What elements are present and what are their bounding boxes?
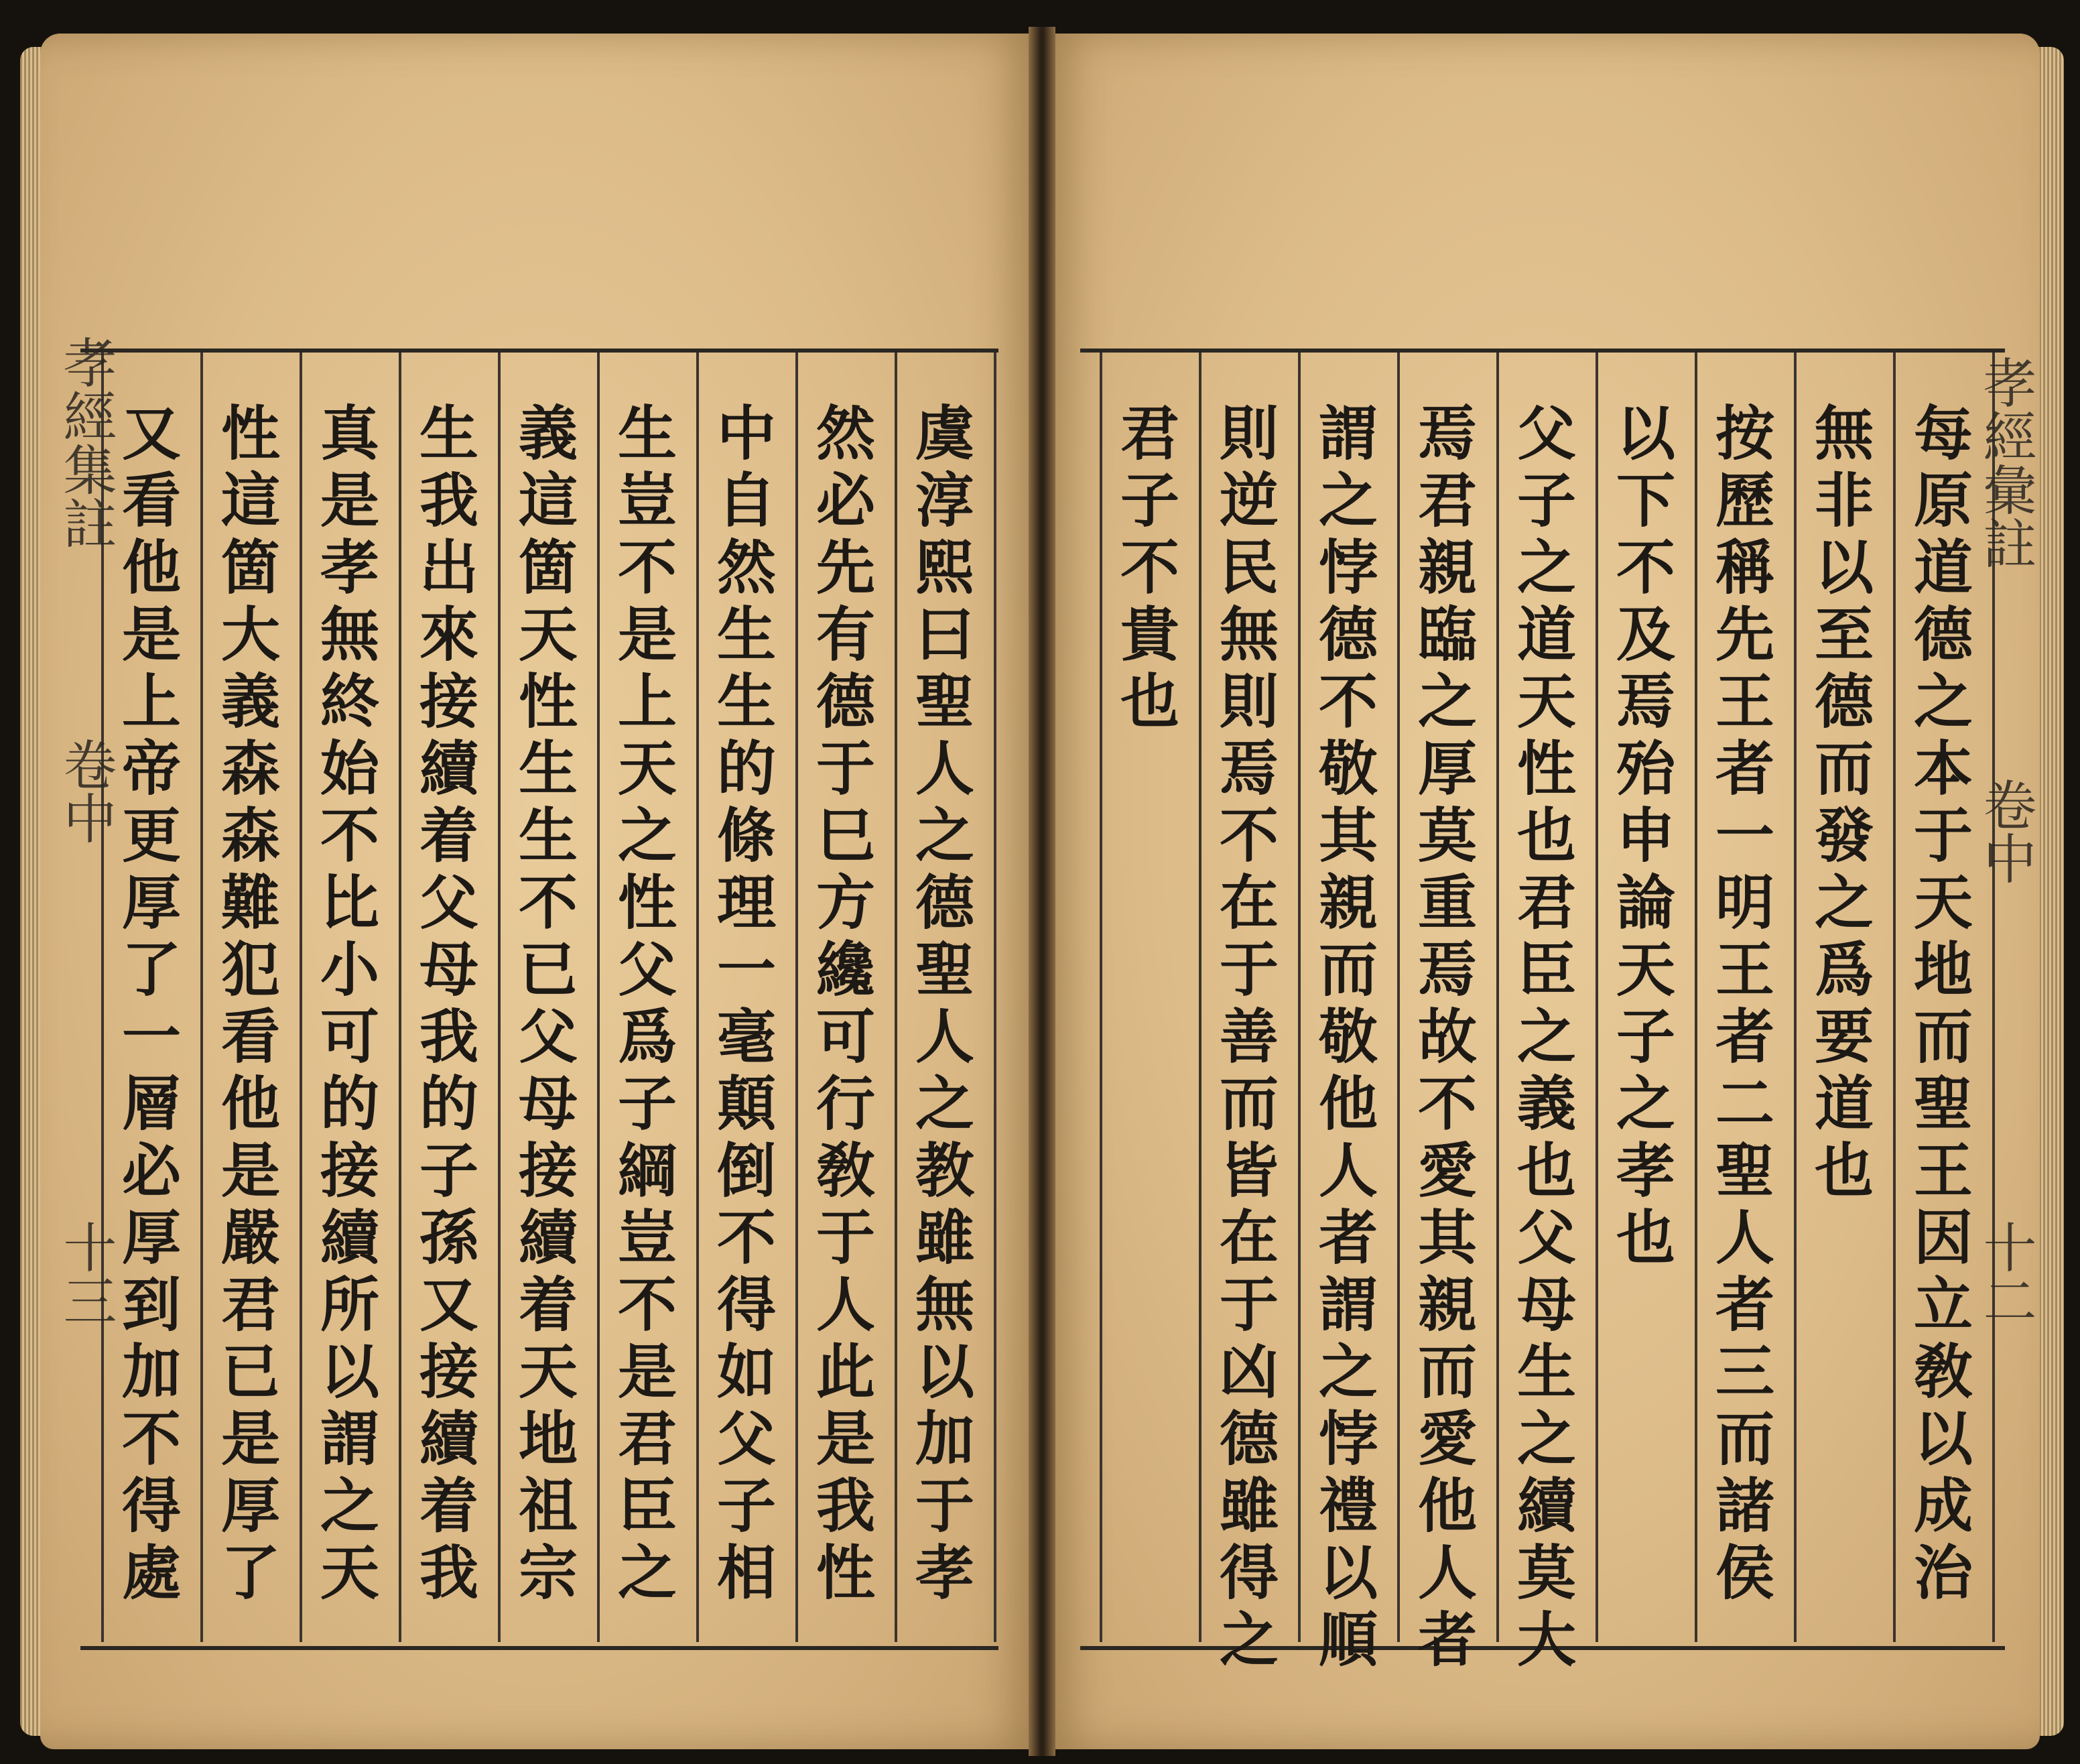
left-page-column: 又看他是上帝更厚了一層必厚到加不得處	[113, 402, 182, 1609]
column-rule	[895, 353, 897, 1642]
column-rule	[1298, 353, 1301, 1642]
column-rule	[795, 353, 798, 1642]
column-rule	[498, 353, 501, 1642]
column-rule	[994, 353, 996, 1642]
right-page-column: 君子不貴也	[1111, 402, 1181, 737]
column-rule	[399, 353, 401, 1642]
column-rule	[1100, 353, 1102, 1642]
column-rule	[1199, 353, 1201, 1642]
right-page-column: 焉君親臨之厚莫重焉故不愛其親而愛他人者	[1409, 402, 1478, 1676]
left-page-column: 虞淳熙曰聖人之德聖人之教雖無以加于孝	[906, 402, 976, 1609]
left-page-column: 義這箇天性生生不已父母接續着天地祖宗	[509, 402, 579, 1609]
right-margin-volume: 卷中	[1974, 777, 2036, 885]
book-spine	[1029, 27, 1055, 1756]
left-page-column: 然必先有德于巳方纔可行敎于人此是我性	[807, 402, 876, 1609]
column-rule	[1596, 353, 1598, 1642]
left-page-column: 性這箇大義森森難犯看他是嚴君已是厚了	[212, 402, 281, 1609]
left-page-column: 真是孝無終始不比小可的接續所以謂之天	[311, 402, 381, 1609]
right-page-column: 則逆民無則焉不在于善而皆在于凶德雖得之	[1210, 402, 1280, 1676]
right-page-column: 每原道德之本于天地而聖王因立敎以成治	[1904, 402, 1974, 1609]
left-margin-title: 孝經集註	[54, 335, 117, 550]
left-margin-folio: 十三	[54, 1220, 117, 1327]
column-rule	[696, 353, 699, 1642]
right-margin-folio: 十二	[1974, 1220, 2036, 1327]
column-rule	[200, 353, 203, 1642]
right-margin-title: 孝經彙註	[1974, 355, 2036, 570]
page-edges-right	[2037, 47, 2064, 1736]
left-page-column: 生豈不是上天之性父爲子綱豈不是君臣之	[608, 402, 678, 1609]
column-rule	[1496, 353, 1499, 1642]
left-page-column: 中自然生生的條理一毫顛倒不得如父子相	[708, 402, 777, 1609]
left-page-column: 生我出來接續着父母我的子孫又接續着我	[410, 402, 480, 1609]
right-page-column: 父子之道天性也君臣之義也父母生之續莫大	[1508, 402, 1577, 1676]
left-margin-volume: 卷中	[54, 737, 117, 844]
right-page-column: 謂之悖德不敬其親而敬他人者謂之悖禮以順	[1309, 402, 1379, 1676]
column-rule	[1695, 353, 1697, 1642]
column-rule	[1794, 353, 1797, 1642]
column-rule	[597, 353, 600, 1642]
column-rule	[1893, 353, 1896, 1642]
right-page-column: 以下不及焉殆申論天子之孝也	[1607, 402, 1677, 1273]
column-rule	[1397, 353, 1400, 1642]
column-rule	[300, 353, 302, 1642]
right-page-column: 無非以至德而發之爲要道也	[1805, 402, 1875, 1206]
right-page-column: 按歷稱先王者一明王者二聖人者三而諸侯	[1706, 402, 1776, 1609]
